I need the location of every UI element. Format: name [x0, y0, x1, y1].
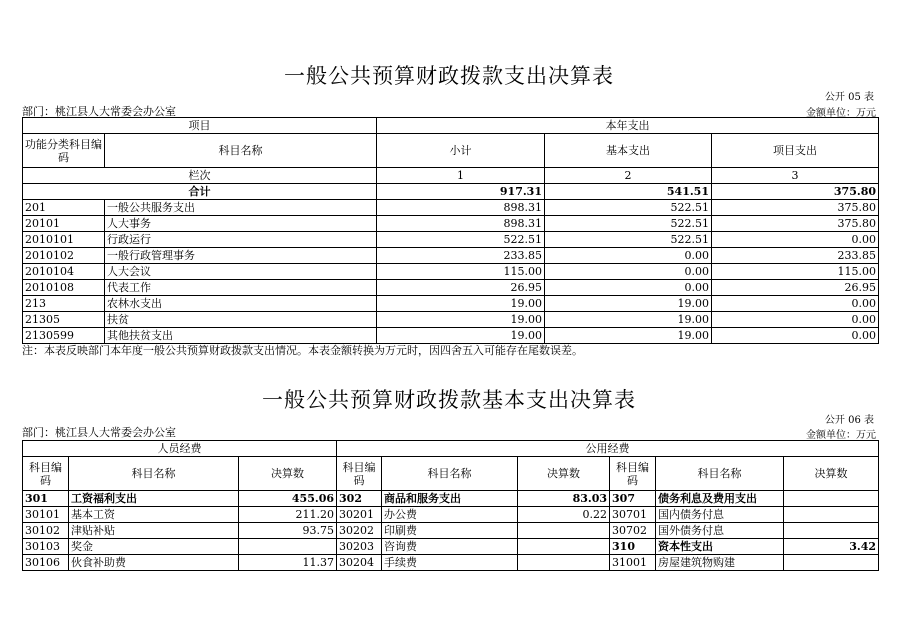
table1-title: 一般公共预算财政拨款支出决算表 [284, 64, 614, 88]
header-amount: 决算数 [239, 457, 337, 491]
table-row: 2010104 人大会议 115.00 0.00 115.00 [23, 264, 879, 280]
table1-note: 注：本表反映部门本年度一般公共预算财政拨款支出情况。本表金额转换为万元时，因四舍五入可能存在尾数误差。 [22, 344, 583, 357]
total-label: 合计 [23, 184, 377, 200]
header-personnel: 人员经费 [23, 441, 337, 457]
col-index-2: 2 [545, 168, 712, 184]
header-code: 科目编码 [23, 457, 69, 491]
table-row: 2010108 代表工作 26.95 0.00 26.95 [23, 280, 879, 296]
header-year-expense: 本年支出 [377, 118, 879, 134]
table-row: 201 一般公共服务支出 898.31 522.51 375.80 [23, 200, 879, 216]
header-public: 公用经费 [337, 441, 879, 457]
table2-unit: 金额单位：万元 [806, 430, 876, 441]
table-row: 30102 津贴补贴 93.75 30202 印刷费 30702 国外债务付息 [23, 523, 879, 539]
col-index-1: 1 [377, 168, 545, 184]
table-row: 2010101 行政运行 522.51 522.51 0.00 [23, 232, 879, 248]
header-name: 科目名称 [69, 457, 239, 491]
table2-title: 一般公共预算财政拨款基本支出决算表 [262, 388, 636, 412]
header-code: 功能分类科目编码 [23, 134, 105, 168]
table1-unit: 金额单位：万元 [806, 108, 876, 119]
table-row: 30103 奖金 30203 咨询费 310 资本性支出 3.42 [23, 539, 879, 555]
table-row: 2010102 一般行政管理事务 233.85 0.00 233.85 [23, 248, 879, 264]
table-row: 30106 伙食补助费 11.37 30204 手续费 31001 房屋建筑物购建 [23, 555, 879, 571]
table-row: 21305 扶贫 19.00 19.00 0.00 [23, 312, 879, 328]
header-code: 科目编码 [337, 457, 382, 491]
table2-code: 公开 06 表 [824, 415, 874, 426]
table1-code: 公开 05 表 [824, 92, 874, 103]
table-row: 30101 基本工资 211.20 30201 办公费 0.22 30701 国内债务付息 [23, 507, 879, 523]
header-code: 科目编码 [610, 457, 656, 491]
header-subtotal: 小计 [377, 134, 545, 168]
row-column-index-label: 栏次 [23, 168, 377, 184]
total-project: 375.80 [712, 184, 879, 200]
header-project: 项目支出 [712, 134, 879, 168]
header-amount: 决算数 [784, 457, 879, 491]
table-row: 213 农林水支出 19.00 19.00 0.00 [23, 296, 879, 312]
col-index-3: 3 [712, 168, 879, 184]
header-basic: 基本支出 [545, 134, 712, 168]
table2-dept: 部门：桃江县人大常委会办公室 [22, 426, 176, 439]
header-amount: 决算数 [518, 457, 610, 491]
table1 [22, 117, 879, 344]
table-row: 20101 人大事务 898.31 522.51 375.80 [23, 216, 879, 232]
total-subtotal: 917.31 [377, 184, 545, 200]
table1-dept: 部门：桃江县人大常委会办公室 [22, 105, 176, 118]
header-name: 科目名称 [656, 457, 784, 491]
header-item: 项目 [23, 118, 377, 134]
table-row: 301 工资福利支出 455.06 302 商品和服务支出 83.03 307 债务利息及费用支出 [23, 491, 879, 507]
header-name: 科目名称 [382, 457, 518, 491]
table2 [22, 440, 879, 571]
header-name: 科目名称 [105, 134, 377, 168]
total-basic: 541.51 [545, 184, 712, 200]
table-row: 2130599 其他扶贫支出 19.00 19.00 0.00 [23, 328, 879, 344]
